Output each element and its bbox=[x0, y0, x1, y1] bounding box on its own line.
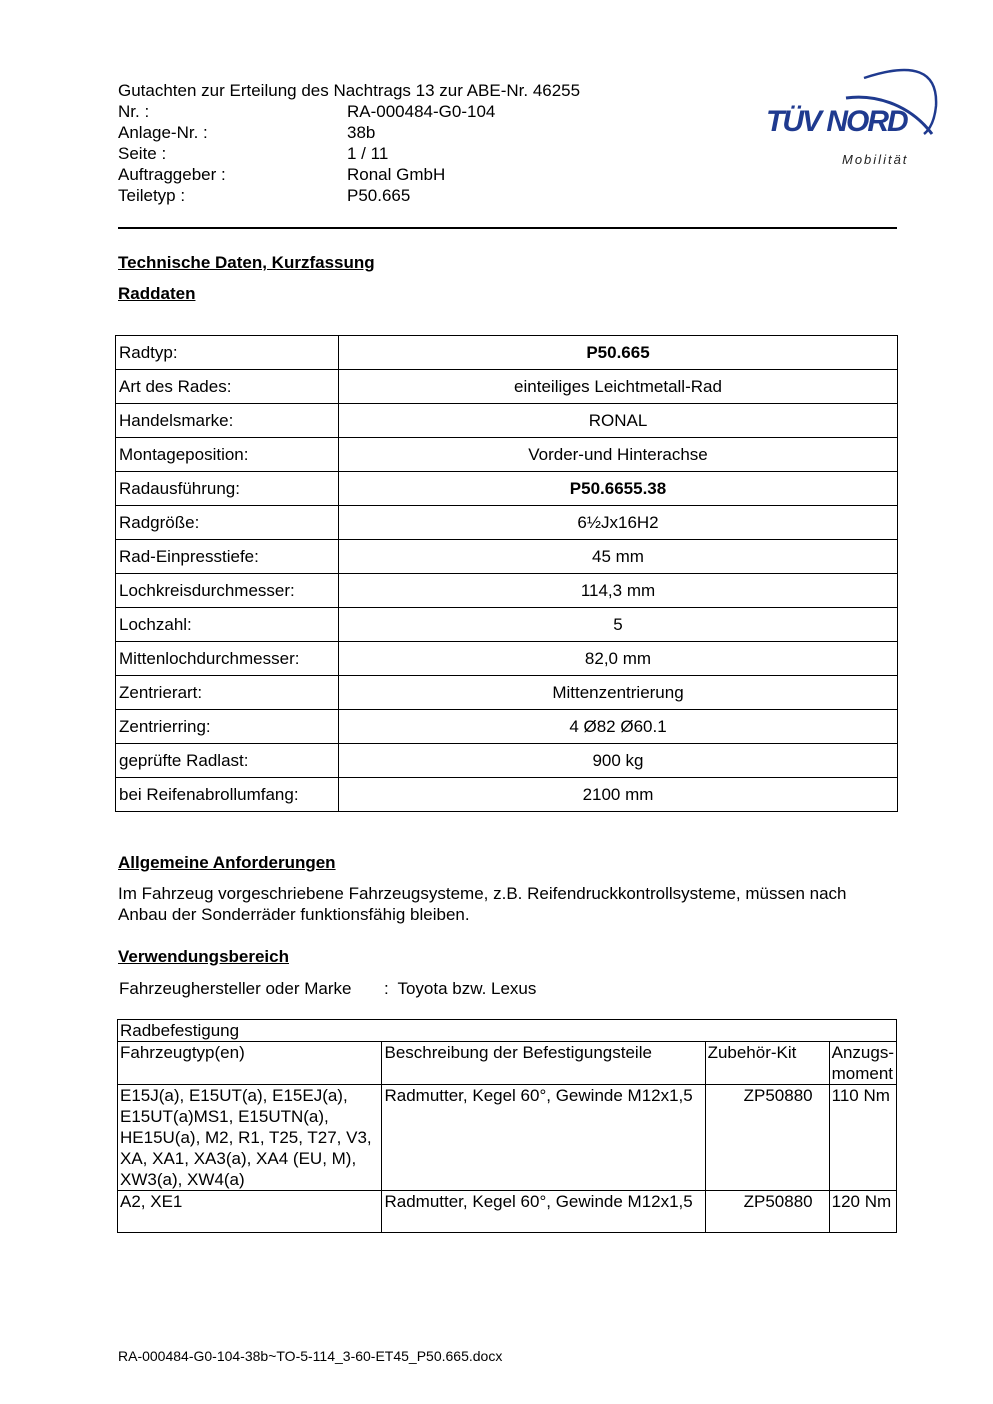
raddaten-label: Zentrierart: bbox=[116, 676, 339, 710]
heading-allgemeine-anforderungen: Allgemeine Anforderungen bbox=[118, 853, 336, 872]
raddaten-label: Radausführung: bbox=[116, 472, 339, 506]
raddaten-row bbox=[116, 472, 898, 506]
raddaten-row bbox=[116, 676, 898, 710]
allgemeine-text: Im Fahrzeug vorgeschriebene Fahrzeugsysteme, z.B. Reifendruckkontrollsysteme, müssen nach Anbau der Sonderräder funktionsfähig bleiben. bbox=[118, 884, 847, 924]
table-title: Radbefestigung bbox=[118, 1020, 897, 1042]
field-value: P50.665 bbox=[347, 186, 411, 205]
raddaten-row bbox=[116, 404, 898, 438]
raddaten-row bbox=[116, 778, 898, 812]
column-header: Fahrzeugtyp(en) bbox=[118, 1042, 382, 1085]
radbefestigung-table bbox=[117, 1019, 897, 1233]
column-header: Anzugs- moment bbox=[829, 1042, 896, 1085]
footer-filename: RA-000484-G0-104-38b~TO-5-114_3-60-ET45_P50.665.docx bbox=[118, 1348, 503, 1364]
raddaten-value: 900 kg bbox=[339, 744, 898, 778]
moment-cell: 110 Nm bbox=[829, 1085, 896, 1191]
raddaten-value: P50.6655.38 bbox=[339, 472, 898, 506]
raddaten-label: Art des Rades: bbox=[116, 370, 339, 404]
fahrzeugtyp-cell: A2, XE1 bbox=[118, 1191, 382, 1233]
table-header-row bbox=[118, 1042, 897, 1085]
raddaten-row bbox=[116, 608, 898, 642]
raddaten-row bbox=[116, 370, 898, 404]
raddaten-label: Lochkreisdurchmesser: bbox=[116, 574, 339, 608]
raddaten-label: geprüfte Radlast: bbox=[116, 744, 339, 778]
raddaten-label: Rad-Einpresstiefe: bbox=[116, 540, 339, 574]
kit-cell: ZP50880 bbox=[705, 1191, 829, 1233]
fahrzeugtyp-cell: E15J(a), E15UT(a), E15EJ(a), E15UT(a)MS1, E15UTN(a), HE15U(a), M2, R1, T25, T27, V3, XA, XA1, XA3(a), XA4 (EU, M), XW3(a), XW4(a) bbox=[118, 1085, 382, 1191]
raddaten-value: 114,3 mm bbox=[339, 574, 898, 608]
raddaten-value: 82,0 mm bbox=[339, 642, 898, 676]
beschreibung-cell: Radmutter, Kegel 60°, Gewinde M12x1,5 bbox=[382, 1085, 705, 1191]
raddaten-value: Mittenzentrierung bbox=[339, 676, 898, 710]
field-label: Nr. : bbox=[118, 102, 150, 121]
raddaten-value: 4 Ø82 Ø60.1 bbox=[339, 710, 898, 744]
raddaten-label: Radgröße: bbox=[116, 506, 339, 540]
raddaten-row bbox=[116, 710, 898, 744]
logo-brand: TÜV NORD bbox=[766, 105, 907, 138]
raddaten-value: P50.665 bbox=[339, 336, 898, 370]
raddaten-row bbox=[116, 744, 898, 778]
field-label: Anlage-Nr. : bbox=[118, 123, 208, 142]
raddaten-label: Handelsmarke: bbox=[116, 404, 339, 438]
field-label: Teiletyp : bbox=[118, 186, 186, 205]
tuev-nord-logo bbox=[764, 58, 944, 170]
table-title-row bbox=[118, 1020, 897, 1042]
heading-verwendungsbereich: Verwendungsbereich bbox=[118, 947, 289, 966]
raddaten-label: Montageposition: bbox=[116, 438, 339, 472]
table-row bbox=[118, 1085, 897, 1191]
raddaten-label: bei Reifenabrollumfang: bbox=[116, 778, 339, 812]
hersteller-value-line bbox=[384, 978, 536, 999]
raddaten-value: 45 mm bbox=[339, 540, 898, 574]
hersteller-line bbox=[119, 978, 351, 999]
field-value: 38b bbox=[347, 123, 376, 142]
raddaten-label: Radtyp: bbox=[116, 336, 339, 370]
raddaten-row bbox=[116, 506, 898, 540]
raddaten-value: Vorder-und Hinterachse bbox=[339, 438, 898, 472]
column-header: Beschreibung der Befestigungsteile bbox=[382, 1042, 705, 1085]
raddaten-value: einteiliges Leichtmetall-Rad bbox=[339, 370, 898, 404]
logo-subtitle: Mobilität bbox=[842, 152, 909, 167]
raddaten-row bbox=[116, 642, 898, 676]
raddaten-row bbox=[116, 540, 898, 574]
raddaten-label: Mittenlochdurchmesser: bbox=[116, 642, 339, 676]
beschreibung-cell: Radmutter, Kegel 60°, Gewinde M12x1,5 bbox=[382, 1191, 705, 1233]
field-label: Seite : bbox=[118, 144, 167, 163]
raddaten-value: 2100 mm bbox=[339, 778, 898, 812]
report-title-text: Gutachten zur Erteilung des Nachtrags 13 zur ABE-Nr. 46255 bbox=[118, 81, 581, 100]
raddaten-row bbox=[116, 574, 898, 608]
field-value: Ronal GmbH bbox=[347, 165, 446, 184]
hersteller-label: Fahrzeughersteller oder Marke bbox=[119, 979, 352, 998]
hersteller-value: Toyota bzw. Lexus bbox=[397, 979, 537, 998]
table-row bbox=[118, 1191, 897, 1233]
hersteller-separator: : bbox=[384, 979, 389, 998]
raddaten-row bbox=[116, 336, 898, 370]
moment-cell: 120 Nm bbox=[829, 1191, 896, 1233]
raddaten-value: 5 bbox=[339, 608, 898, 642]
heading-technische-daten: Technische Daten, Kurzfassung bbox=[118, 253, 375, 272]
field-value: 1 / 11 bbox=[347, 144, 389, 163]
field-value: RA-000484-G0-104 bbox=[347, 102, 496, 121]
raddaten-label: Zentrierring: bbox=[116, 710, 339, 744]
raddaten-row bbox=[116, 438, 898, 472]
raddaten-value: 6½Jx16H2 bbox=[339, 506, 898, 540]
heading-raddaten: Raddaten bbox=[118, 284, 196, 303]
raddaten-value: RONAL bbox=[339, 404, 898, 438]
column-header: Zubehör-Kit bbox=[705, 1042, 829, 1085]
raddaten-label: Lochzahl: bbox=[116, 608, 339, 642]
report-title bbox=[118, 80, 580, 101]
field-label: Auftraggeber : bbox=[118, 165, 226, 184]
kit-cell: ZP50880 bbox=[705, 1085, 829, 1191]
raddaten-table bbox=[115, 335, 898, 812]
header-divider bbox=[118, 227, 897, 229]
